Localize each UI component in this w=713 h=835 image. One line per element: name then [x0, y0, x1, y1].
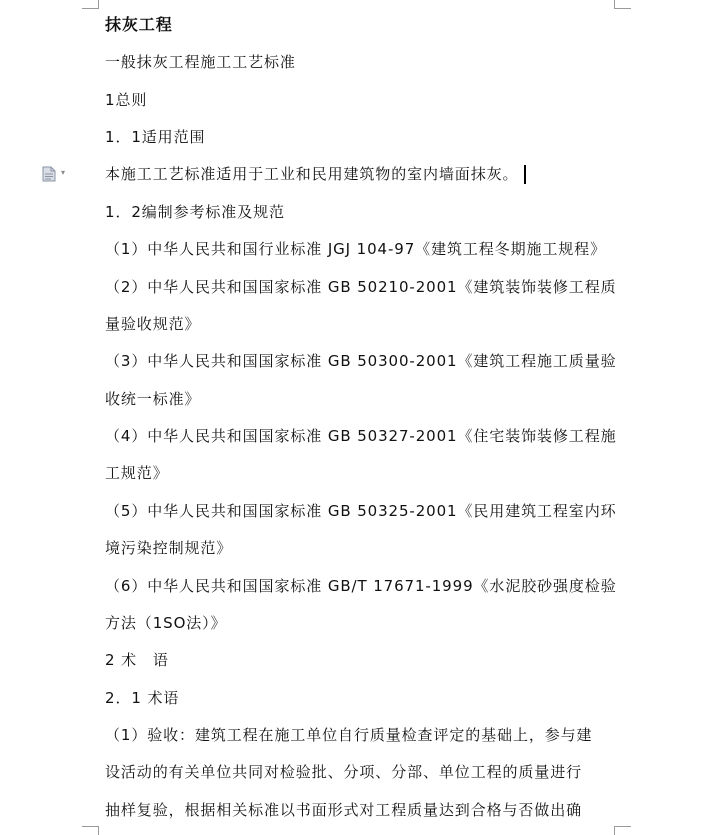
paragraph-line[interactable]: [105, 162, 526, 186]
paragraph-line: （1）中华人民共和国行业标准 JGJ 104-97《建筑工程冬期施工规程》: [105, 240, 606, 258]
page-corner-mark-top-right: [614, 0, 631, 9]
paragraph-line: 境污染控制规范》: [105, 539, 233, 557]
document-title: 抹灰工程: [105, 15, 173, 34]
paragraph-line: 设活动的有关单位共同对检验批、分项、分部、单位工程的质量进行: [105, 763, 583, 781]
section-heading: 1．1适用范围: [105, 128, 206, 146]
paragraph-document-icon[interactable]: [42, 166, 56, 182]
paragraph-line: （1）验收：建筑工程在施工单位自行质量检查评定的基础上，参与建: [105, 726, 593, 744]
paragraph-text: 本施工工艺标准适用于工业和民用建筑物的室内墙面抹灰。: [105, 165, 519, 183]
paragraph-line: （2）中华人民共和国国家标准 GB 50210-2001《建筑装饰装修工程质: [105, 278, 617, 296]
paragraph-line: 方法（1SO法）》: [105, 614, 227, 632]
page-corner-mark-bottom-left: [82, 826, 99, 835]
section-heading: 一般抹灰工程施工工艺标准: [105, 53, 296, 71]
paragraph-line: 量验收规范》: [105, 315, 201, 333]
paragraph-line: 工规范》: [105, 464, 169, 482]
paragraph-line: （5）中华人民共和国国家标准 GB 50325-2001《民用建筑工程室内环: [105, 502, 617, 520]
section-heading: 1总则: [105, 91, 148, 109]
paragraph-line: 抽样复验，根据相关标准以书面形式对工程质量达到合格与否做出确: [105, 801, 583, 819]
section-heading: 2．1 术语: [105, 689, 180, 707]
paragraph-line: （6）中华人民共和国国家标准 GB/T 17671-1999《水泥胶砂强度检验: [105, 577, 617, 595]
paragraph-line: 收统一标准》: [105, 390, 201, 408]
page-corner-mark-top-left: [82, 0, 99, 9]
section-heading: 1．2编制参考标准及规范: [105, 203, 285, 221]
page-corner-mark-bottom-right: [614, 826, 631, 835]
text-cursor: [524, 165, 526, 184]
section-heading: 2 术 语: [105, 651, 169, 669]
paragraph-line: （4）中华人民共和国国家标准 GB 50327-2001《住宅装饰装修工程施: [105, 427, 617, 445]
paragraph-line: （3）中华人民共和国国家标准 GB 50300-2001《建筑工程施工质量验: [105, 352, 617, 370]
chevron-down-icon[interactable]: ▾: [61, 168, 66, 177]
